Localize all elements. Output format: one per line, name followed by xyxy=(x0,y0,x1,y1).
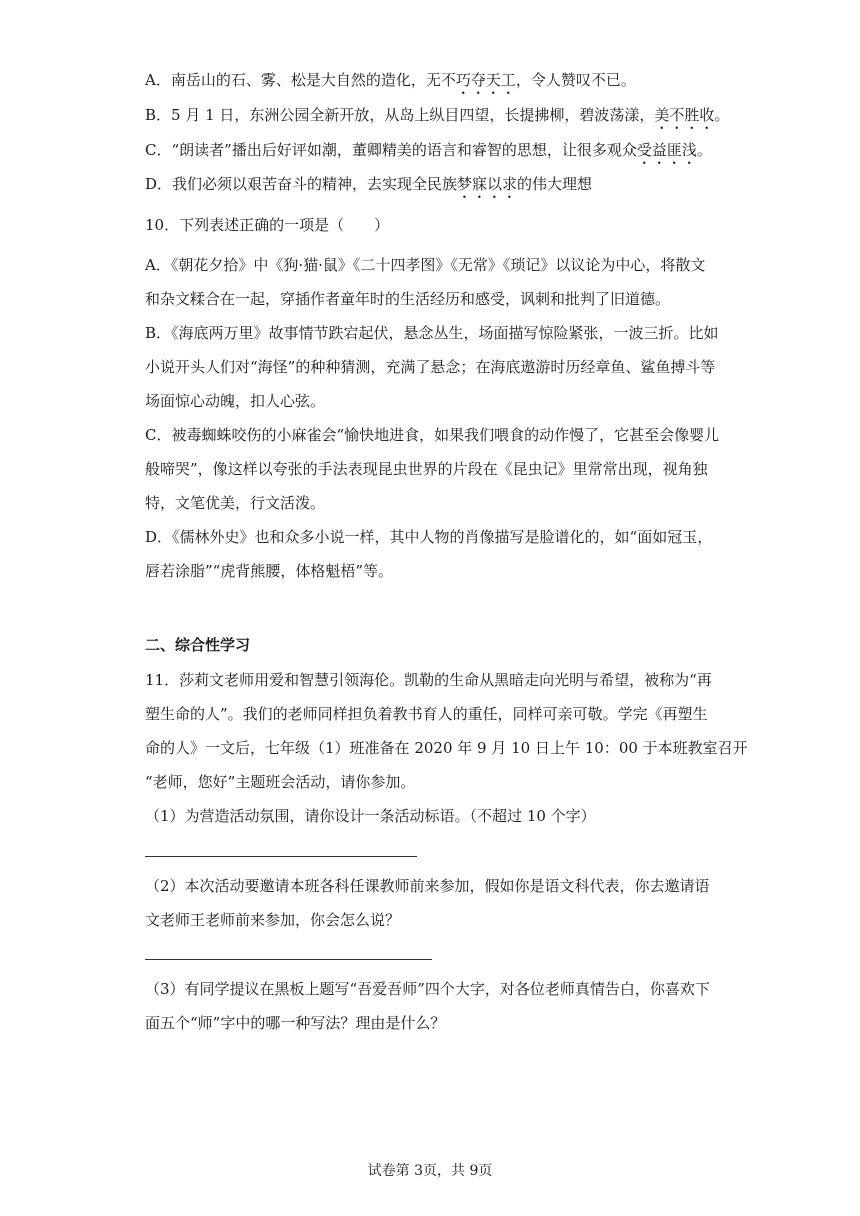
answer-blank-1[interactable] xyxy=(145,856,417,857)
q11-line: 命的人》一文后，七年级（1）班准备在 2020 年 9 月 10 日上午 10：00 于本班教室召开 xyxy=(145,739,748,757)
emphasized-idiom: 梦寐以求 xyxy=(457,175,518,193)
q10-option-b-line: 小说开头人们对“海怪”的种种猜测，充满了悬念；在海底遨游时历经章鱼、鲨鱼搏斗等 xyxy=(145,358,716,376)
option-text: A．南岳山的石、雾、松是大自然的造化，无不 xyxy=(145,71,456,89)
q11-sub1: （1）为营造活动氛围，请你设计一条活动标语。（不超过 10 个字） xyxy=(145,807,596,825)
answer-blank-2[interactable] xyxy=(145,959,432,960)
q9-option-c xyxy=(145,140,712,168)
option-text: D．我们必须以艰苦奋斗的精神，去实现全民族 xyxy=(145,175,458,193)
q9-option-d xyxy=(145,174,592,202)
option-text: 。 xyxy=(696,141,712,159)
q11-sub3-line: （3）有同学提议在黑板上题写“吾爱吾师”四个大字，对各位老师真情告白，你喜欢下 xyxy=(145,980,710,998)
q11-sub3-line: 面五个“师”字中的哪一种写法？理由是什么？ xyxy=(145,1014,446,1032)
q11-sub2-line: （2）本次活动要邀请本班各科任课教师前来参加，假如你是语文科代表，你去邀请语 xyxy=(145,877,710,895)
q10-option-b-line: 场面惊心动魄，扣人心弦。 xyxy=(145,392,326,410)
section-heading: 二、综合性学习 xyxy=(145,636,251,654)
option-text: ，令人赞叹不已。 xyxy=(515,71,636,89)
q10-option-a-line: A．《朝花夕拾》中《狗·猫·鼠》《二十四孝图》《无常》《琐记》以议论为中心，将散文 xyxy=(145,256,706,274)
q10-stem: 10．下列表述正确的一项是（ ） xyxy=(145,216,390,234)
option-text: 。 xyxy=(714,106,730,124)
q10-option-c-line: C．被毒蜘蛛咬伤的小麻雀会“愉快地进食，如果我们喂食的动作慢了，它甚至会像婴儿 xyxy=(145,426,720,444)
q10-option-a-line: 和杂文糅合在一起，穿插作者童年时的生活经历和感受，讽刺和批判了旧道德。 xyxy=(145,290,671,308)
q11-line: “老师，您好”主题班会活动，请你参加。 xyxy=(145,773,416,791)
q10-option-b-line: B．《海底两万里》故事情节跌宕起伏，悬念丛生，场面描写惊险紧张，一波三折。比如 xyxy=(145,324,719,342)
q10-option-c-line: 特，文笔优美，行文活泼。 xyxy=(145,494,326,512)
emphasized-idiom: 巧夺天工 xyxy=(455,71,516,89)
option-text: 的伟大理想 xyxy=(517,175,593,193)
q10-option-c-line: 般啼哭”，像这样以夸张的手法表现昆虫世界的片段在《昆虫记》里常常出现，视角独 xyxy=(145,460,708,478)
q10-option-d-line: 唇若涂脂”“虎背熊腰，体格魁梧”等。 xyxy=(145,562,394,580)
page-footer: 试卷第 3页，共 9页 xyxy=(367,1163,493,1179)
q9-option-a xyxy=(145,70,636,98)
emphasized-idiom: 美不胜收 xyxy=(654,106,715,124)
q11-line: 11．莎莉文老师用爱和智慧引领海伦。凯勒的生命从黑暗走向光明与希望，被称为“再 xyxy=(145,671,712,689)
emphasized-idiom: 受益匪浅 xyxy=(636,141,697,159)
q9-option-b xyxy=(145,105,729,133)
option-text: B．5 月 1 日，东洲公园全新开放，从岛上纵目四望，长提拂柳，碧波荡漾， xyxy=(145,106,655,124)
q11-sub2-line: 文老师王老师前来参加，你会怎么说？ xyxy=(145,911,401,929)
q10-option-d-line: D．《儒林外史》也和众多小说一样，其中人物的肖像描写是脸谱化的，如“面如冠玉， xyxy=(145,528,713,546)
option-text: C．“朗读者”播出后好评如潮，董卿精美的语言和睿智的思想，让很多观众 xyxy=(145,141,637,159)
q11-line: 塑生命的人”。我们的老师同样担负着教书育人的重任，同样可亲可敬。学完《再塑生 xyxy=(145,705,708,723)
